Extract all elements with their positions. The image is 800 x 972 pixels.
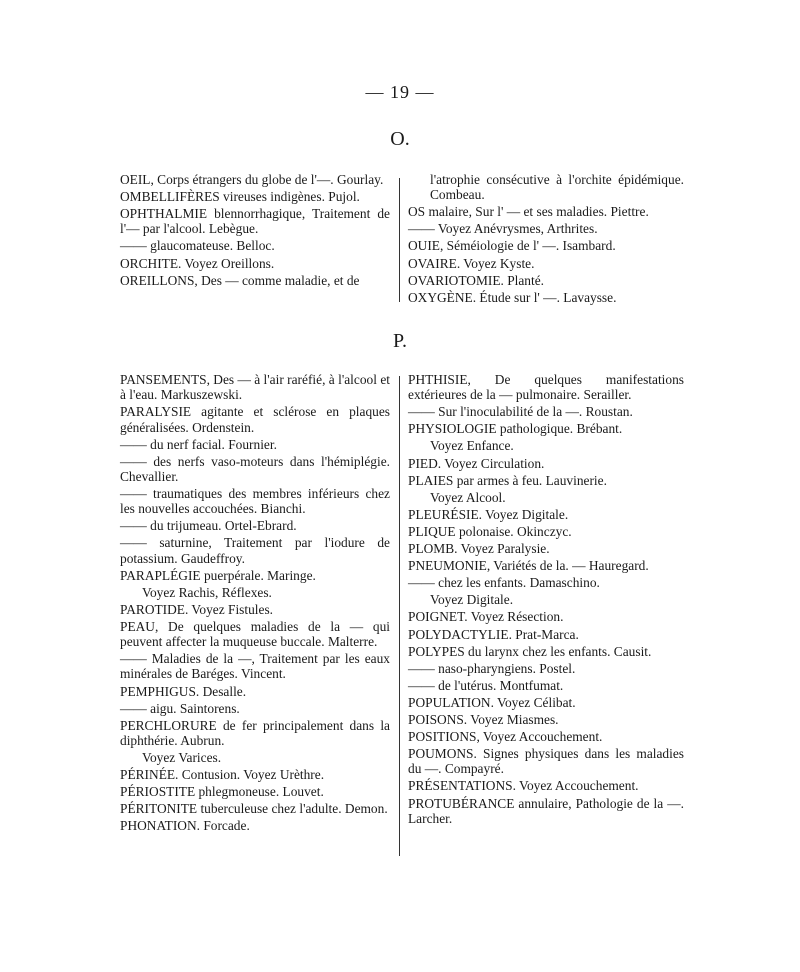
page-number: — 19 — — [365, 82, 435, 102]
index-entry: —— naso-pharyngiens. Postel. — [408, 660, 576, 676]
index-entry: OVARIOTOMIE. Planté. — [408, 272, 545, 288]
index-entry: PÉRITONITE tuberculeuse chez l'adulte. Demon. — [120, 801, 388, 817]
index-entry: OS malaire, Sur l' — et ses maladies. Piettre. — [408, 204, 649, 220]
index-entry: POIGNET. Voyez Résection. — [408, 609, 564, 625]
index-entry: Voyez Varices. — [142, 750, 222, 766]
index-entry: POSITIONS, Voyez Accouchement. — [408, 729, 603, 745]
index-entry: Voyez Enfance. — [430, 438, 514, 454]
index-entry: POLYPES du larynx chez les enfants. Causit. — [408, 643, 652, 659]
index-entry: —— des nerfs vaso-moteurs dans l'hémiplégie. Chevallier. — [120, 453, 390, 484]
index-entry: PLEURÉSIE. Voyez Digitale. — [408, 506, 569, 522]
index-entry: —— de l'utérus. Montfumat. — [408, 677, 564, 693]
index-entry: PNEUMONIE, Variétés de la. — Hauregard. — [408, 558, 649, 574]
index-entry: Voyez Digitale. — [430, 592, 514, 608]
index-entry: POISONS. Voyez Miasmes. — [408, 711, 559, 727]
index-entry: PEMPHIGUS. Desalle. — [120, 683, 247, 699]
index-entry: PLIQUE polonaise. Okinczyc. — [408, 523, 572, 539]
index-entry: —— Maladies de la —, Traitement par les eaux minérales de Baréges. Vincent. — [120, 651, 390, 682]
index-entry: —— du trijumeau. Ortel-Ebrard. — [120, 518, 297, 534]
index-entry: —— Sur l'inoculabilité de la —. Roustan. — [408, 404, 633, 420]
index-entry: PEAU, De quelques maladies de la — qui peuvent affecter la muqueuse buccale. Malterre. — [120, 618, 390, 650]
index-entry: PROTUBÉRANCE annulaire, Pathologie de la —. Larcher. — [408, 795, 684, 826]
index-entry: PANSEMENTS, Des — à l'air raréfié, à l'alcool et à l'eau. Markuszewski. — [120, 372, 390, 403]
index-entry: POLYDACTYLIE. Prat-Marca. — [408, 626, 579, 642]
index-entry: OMBELLIFÈRES vireuses indigènes. Pujol. — [120, 189, 360, 205]
index-entry: —— glaucomateuse. Belloc. — [120, 238, 275, 254]
index-entry: PIED. Voyez Circulation. — [408, 455, 545, 471]
section-o-left-column — [120, 172, 390, 290]
index-entry: PHYSIOLOGIE pathologique. Brébant. — [408, 421, 623, 437]
index-entry: OVAIRE. Voyez Kyste. — [408, 255, 535, 271]
index-entry: OPHTHALMIE blennorrhagique, Traitement de l'— par l'alcool. Lebègue. — [120, 206, 390, 237]
index-entry: —— aigu. Saintorens. — [120, 700, 240, 716]
index-entry: PÉRIOSTITE phlegmoneuse. Louvet. — [120, 784, 324, 800]
index-entry: PERCHLORURE de fer principalement dans la diphthérie. Aubrun. — [120, 717, 390, 748]
index-entry: POUMONS. Signes physiques dans les maladies du —. Compayré. — [408, 746, 684, 777]
index-entry: Voyez Alcool. — [430, 489, 506, 505]
index-entry: —— saturnine, Traitement par l'iodure de potassium. Gaudeffroy. — [120, 535, 390, 566]
index-entry: —— traumatiques des membres inférieurs chez les nouvelles accouchées. Bianchi. — [120, 485, 390, 517]
index-entry: PARAPLÉGIE puerpérale. Maringe. — [120, 567, 316, 583]
index-entry: OREILLONS, Des — comme maladie, et de — [120, 272, 360, 288]
section-o-heading: O. — [390, 128, 410, 150]
index-entry: OEIL, Corps étrangers du globe de l'—. Gourlay. — [120, 172, 384, 187]
index-entry: —— du nerf facial. Fournier. — [120, 436, 277, 452]
index-entry: PHTHISIE, De quelques manifestations extérieures de la — pulmonaire. Serailler. — [408, 372, 684, 403]
index-entry: PLAIES par armes à feu. Lauvinerie. — [408, 472, 607, 488]
index-entry: l'atrophie consécutive à l'orchite épidémique. Combeau. — [430, 172, 684, 203]
index-entry: OXYGÈNE. Étude sur l' —. Lavaysse. — [408, 289, 617, 305]
column-divider — [399, 178, 400, 302]
section-o-right-column — [408, 172, 684, 307]
index-entry: PLOMB. Voyez Paralysie. — [408, 541, 550, 557]
index-entry: PÉRINÉE. Contusion. Voyez Urèthre. — [120, 767, 325, 783]
index-entry: PRÉSENTATIONS. Voyez Accouchement. — [408, 778, 639, 794]
section-p-heading: P. — [393, 330, 407, 352]
index-entry: POPULATION. Voyez Célibat. — [408, 694, 576, 710]
section-p-left-column — [120, 372, 390, 836]
index-entry: OUIE, Séméiologie de l' —. Isambard. — [408, 238, 616, 254]
column-divider — [399, 376, 400, 856]
index-entry: PAROTIDE. Voyez Fistules. — [120, 601, 274, 617]
index-entry: —— Voyez Anévrysmes, Arthrites. — [408, 221, 598, 237]
index-entry: ORCHITE. Voyez Oreillons. — [120, 255, 275, 271]
index-entry: —— chez les enfants. Damaschino. — [408, 575, 600, 591]
index-entry: PHONATION. Forcade. — [120, 818, 250, 834]
index-entry: Voyez Rachis, Réflexes. — [142, 584, 272, 600]
index-entry: PARALYSIE agitante et sclérose en plaques généralisées. Ordenstein. — [120, 404, 390, 435]
section-p-right-column — [408, 372, 684, 828]
